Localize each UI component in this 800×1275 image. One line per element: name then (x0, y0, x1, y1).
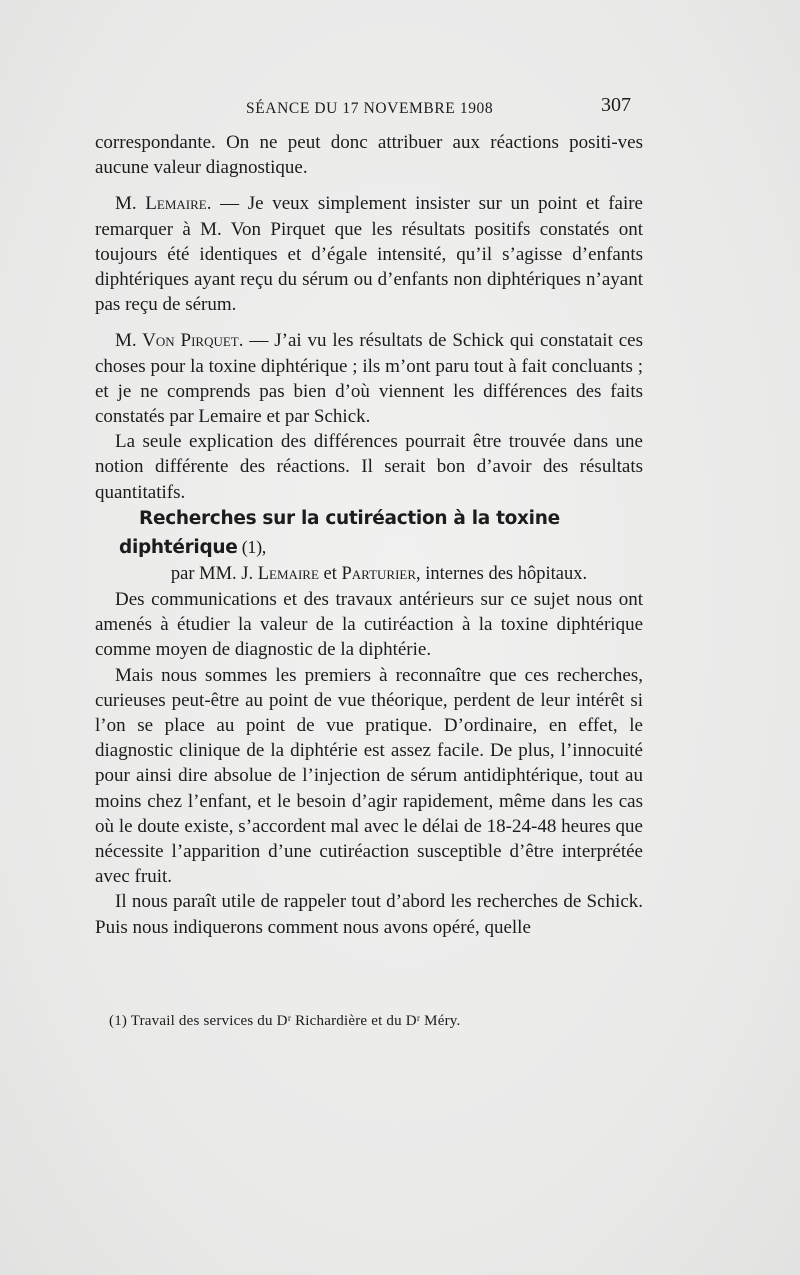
footnote: (1) Travail des services du Dʳ Richardière et du Dʳ Méry. (109, 1013, 461, 1029)
article-paragraph: Il nous paraît utile de rappeler tout d’abord les recherches de Schick. Puis nous indiquerons comment nous avons opéré, quelle (95, 891, 643, 938)
page-number: 307 (601, 94, 631, 116)
speaker-text: — J’ai vu les résultats de Schick qui constatait ces choses pour la toxine diphtérique ; ils m’ont paru tout à fait concluants ; et je ne comprends pas bien d’où viennent les différences des faits constatés par Lemaire et par Schick. (95, 330, 643, 428)
byline-suffix: , internes des hôpitaux. (416, 563, 588, 584)
author-lemaire: Lemaire (257, 563, 319, 584)
speaker-text: — Je veux simplement insister sur un point et faire remarquer à M. Von Pirquet que les résultats positifs constatés ont toujours été identiques et d’égale intensité, qu’il s’agisse d’enfants diphtériques ayant reçu du sérum ou d’enfants non diphtériques n’ayant pas reçu de sérum. (95, 193, 643, 316)
article-paragraph: Des communications et des travaux antérieurs sur ce sujet nous ont amenés à étudier la valeur de la cutiréaction à la toxine diphtérique comme moyen de diagnostic de la diphtérie. (95, 589, 643, 661)
article-paragraph: Mais nous sommes les premiers à reconnaître que ces recherches, curieuses peut-être au point de vue théorique, perdent de leur intérêt si l’on se place au point de vue pratique. D’ordinaire, en effet, le diagnostic clinique de la diphtérie est assez facile. De plus, l’innocuité pour ainsi dire absolue de l’injection de sérum antidiphtérique, tout au moins chez l’enfant, et le besoin d’agir rapidement, même dans les cas où le doute existe, s’accordent mal avec le délai de 18-24-48 heures que nécessite l’apparition d’une cutiréaction susceptible d’être interprétée avec fruit. (95, 664, 643, 888)
running-head: SÉANCE DU 17 NOVEMBRE 1908 (246, 100, 494, 117)
speaker-name: M. Von Pirquet. (115, 330, 244, 352)
paragraph-pirquet-remark (95, 328, 643, 429)
page-body (95, 130, 643, 940)
speaker-name: M. Lemaire. (115, 193, 212, 215)
page-header (0, 94, 800, 124)
paragraph-explanation: La seule explication des différences pourrait être trouvée dans une notion différente des réactions. Il serait bon d’avoir des résultats quantitatifs. (95, 431, 643, 503)
article-title (95, 505, 643, 562)
footnote-reference: (1), (237, 536, 267, 557)
byline-prefix: par MM. J. (170, 563, 258, 584)
article-byline (95, 562, 643, 587)
byline-and: et (318, 563, 342, 584)
article-title-text: Recherches sur la cutiréaction à la toxine diphtérique (119, 507, 560, 558)
paragraph-lemaire-remark (95, 191, 643, 317)
paragraph-continuation: correspondante. On ne peut donc attribuer aux réactions positi-ves aucune valeur diagnostique. (95, 132, 643, 179)
author-parturier: Parturier (341, 563, 417, 584)
